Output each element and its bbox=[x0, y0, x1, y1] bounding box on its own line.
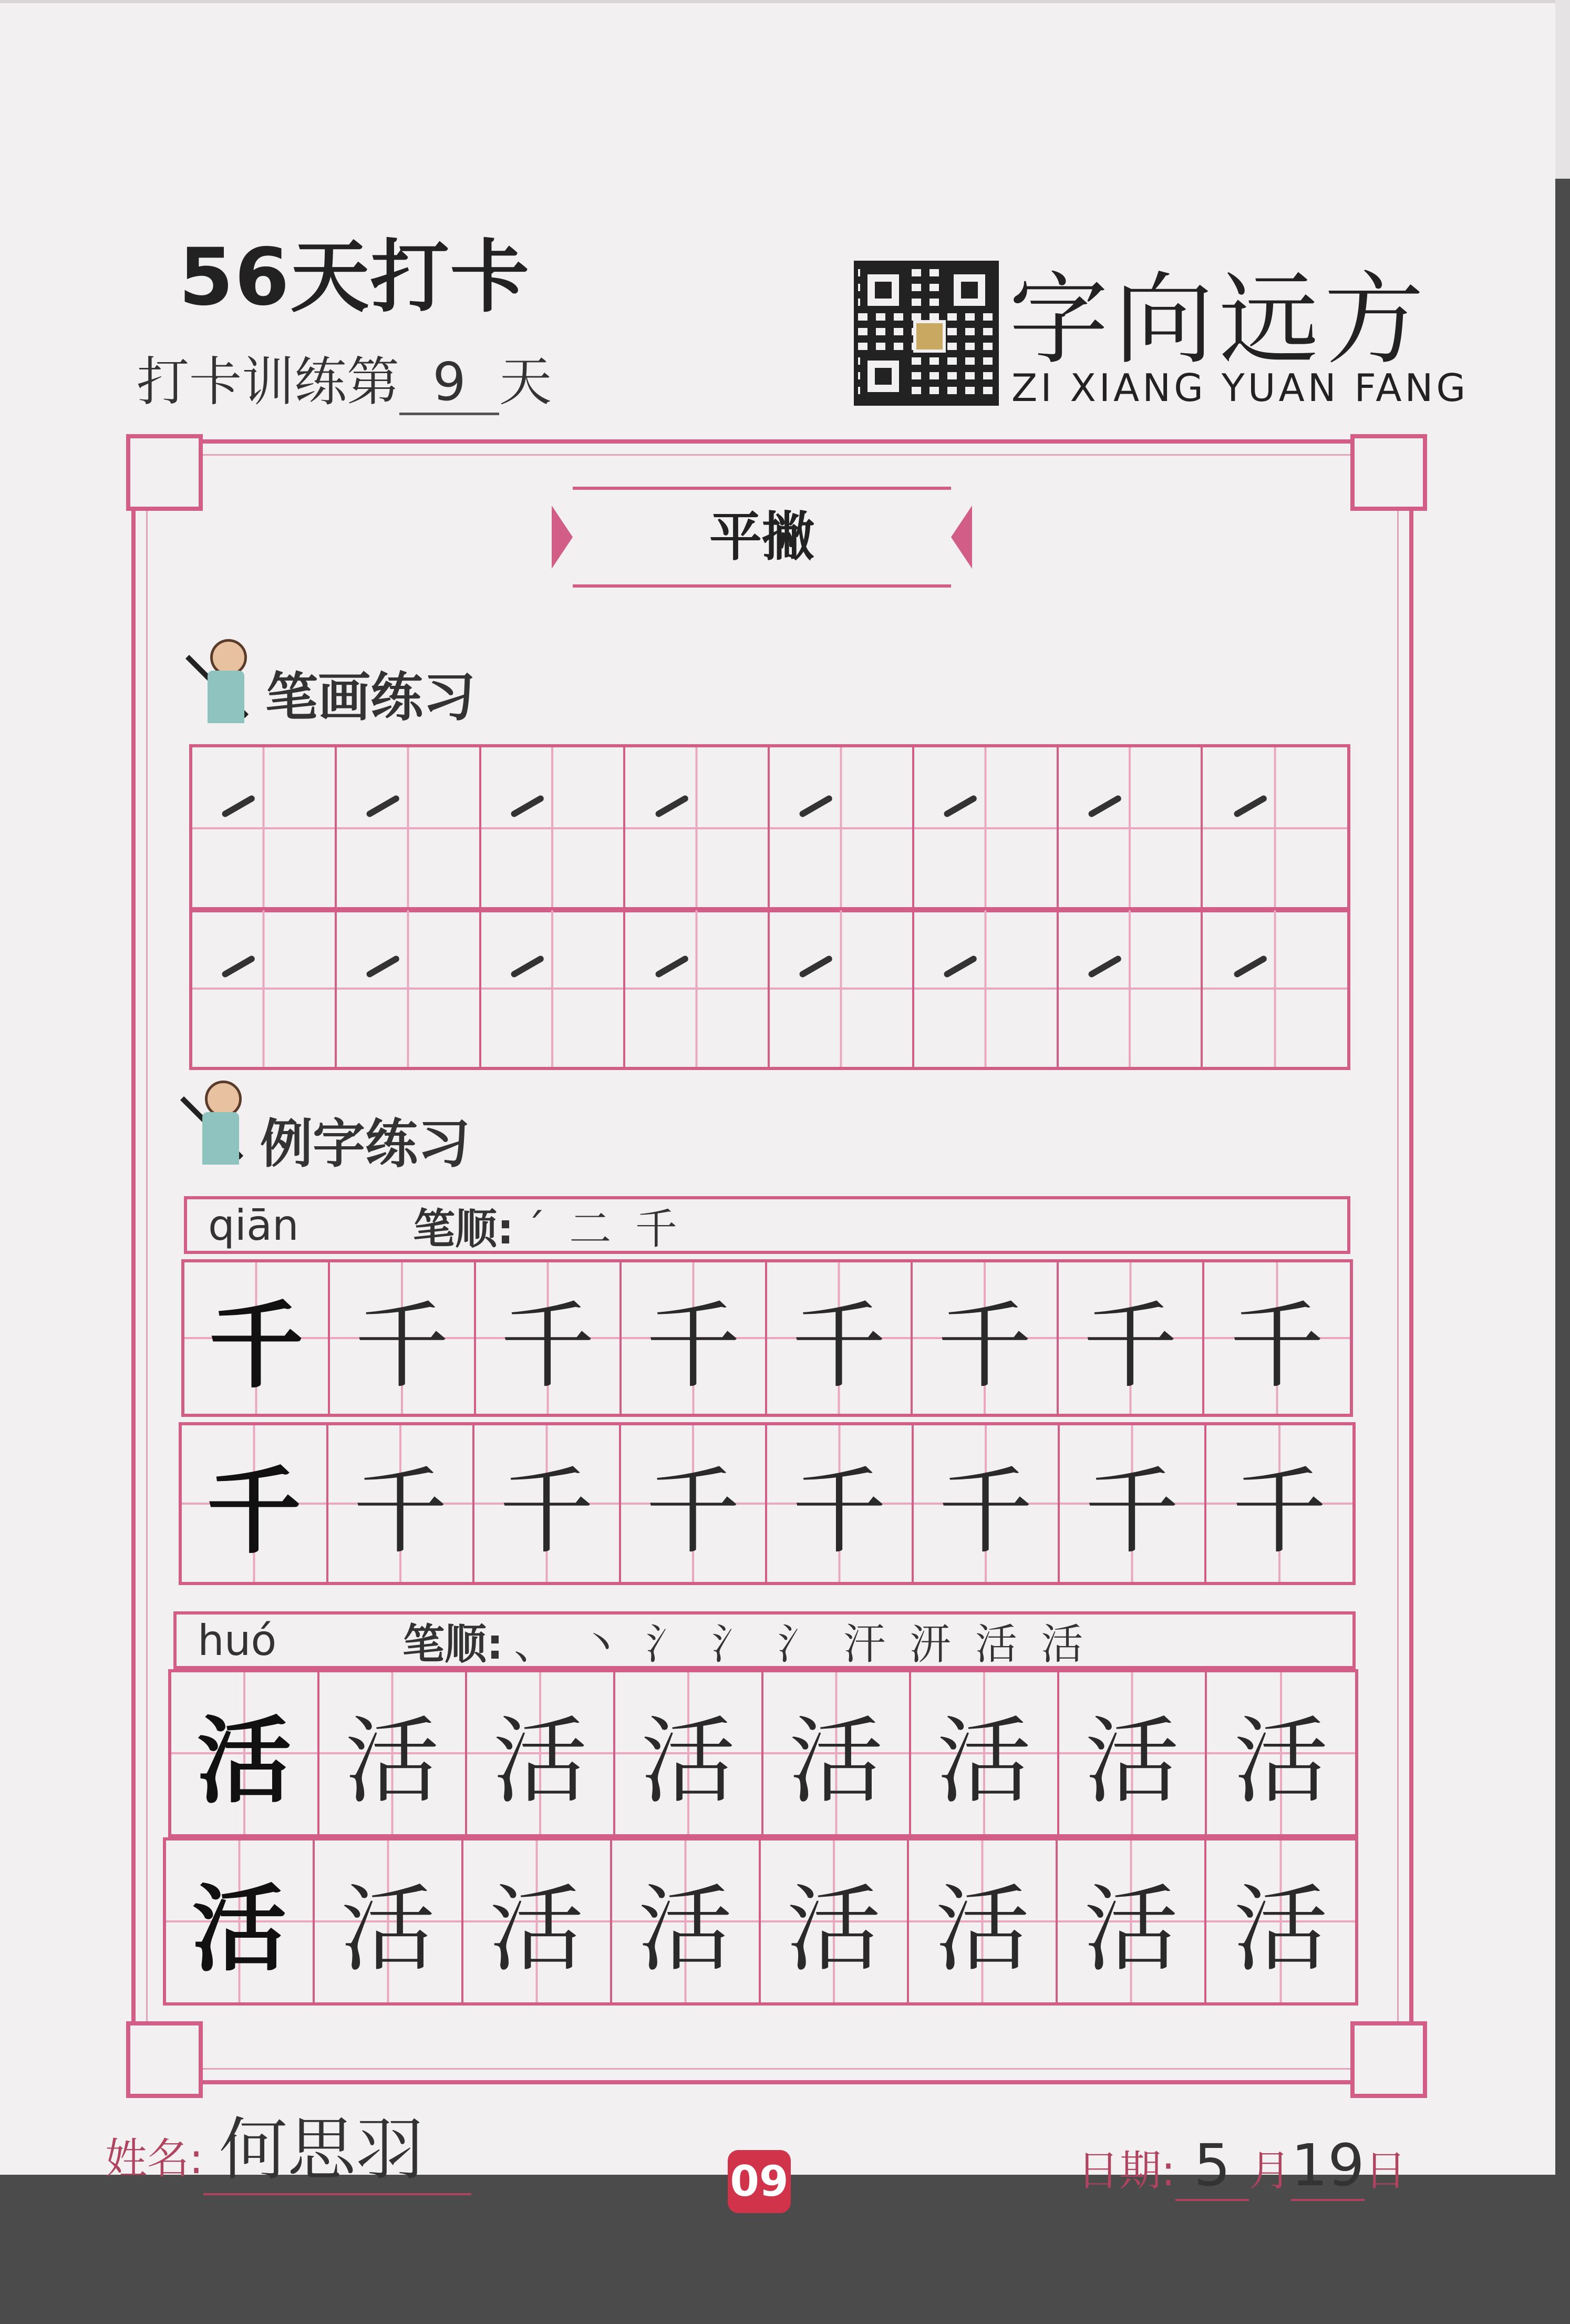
stroke-order-sequence: 、 丶 氵 氵 氵 汗 汧 活 活 bbox=[514, 1619, 1089, 1669]
practice-cell bbox=[481, 747, 626, 909]
practice-cell bbox=[337, 747, 481, 909]
day-suffix: 天 bbox=[499, 351, 552, 413]
month-label: 月 bbox=[1248, 2146, 1291, 2195]
model-character: 活 bbox=[166, 1840, 315, 2002]
lesson-heading: 平撇 bbox=[573, 487, 951, 588]
day-counter bbox=[137, 340, 552, 415]
qr-code-icon bbox=[854, 261, 999, 406]
qr-eye-icon bbox=[860, 353, 906, 399]
practice-cell bbox=[914, 747, 1059, 909]
practice-cell bbox=[770, 747, 914, 909]
character-info-bar bbox=[184, 1196, 1350, 1254]
day-label: 日 bbox=[1364, 2146, 1407, 2195]
practice-character: 活 bbox=[761, 1840, 910, 2002]
practice-character: 千 bbox=[330, 1262, 476, 1414]
practice-cell bbox=[1059, 747, 1203, 909]
practice-cell bbox=[1203, 747, 1347, 909]
qr-logo-icon bbox=[913, 320, 946, 353]
pinyin-label: huó bbox=[198, 1616, 277, 1665]
corner-ornament-icon bbox=[126, 434, 203, 511]
student-avatar-icon bbox=[189, 639, 257, 728]
practice-cell bbox=[337, 910, 481, 1067]
model-character: 千 bbox=[184, 1262, 330, 1414]
practice-character: 千 bbox=[621, 1425, 768, 1582]
page-title: 56天打卡 bbox=[179, 232, 530, 323]
date-field bbox=[1077, 2132, 1407, 2201]
practice-cell bbox=[1203, 910, 1347, 1067]
practice-character: 千 bbox=[476, 1262, 622, 1414]
practice-cell bbox=[192, 747, 337, 909]
practice-character: 千 bbox=[1059, 1262, 1204, 1414]
model-character: 活 bbox=[171, 1672, 319, 1834]
stroke-order-label: 笔顺: bbox=[402, 1619, 503, 1669]
day-prefix: 打卡训练第 bbox=[137, 351, 399, 413]
practice-character: 活 bbox=[1059, 1672, 1207, 1834]
model-character: 千 bbox=[182, 1425, 328, 1582]
practice-character: 千 bbox=[622, 1262, 767, 1414]
pinyin-label: qiān bbox=[208, 1200, 299, 1250]
practice-character: 活 bbox=[911, 1672, 1059, 1834]
practice-character: 活 bbox=[1058, 1840, 1206, 2002]
brand-pinyin: ZI XIANG YUAN FANG bbox=[1011, 366, 1469, 410]
practice-character: 千 bbox=[474, 1425, 621, 1582]
brand-logo: 字向远方 bbox=[1009, 262, 1430, 378]
date-label: 日期: bbox=[1077, 2146, 1175, 2195]
day-number: 9 bbox=[399, 351, 499, 415]
stroke-grid-row bbox=[189, 744, 1350, 912]
stroke-section-title: 笔画练习 bbox=[265, 666, 476, 728]
page-number-badge: 09 bbox=[728, 2150, 791, 2213]
practice-character: 千 bbox=[1060, 1425, 1206, 1582]
practice-cell bbox=[625, 910, 770, 1067]
character-grid-row bbox=[168, 1669, 1358, 1837]
month-value: 5 bbox=[1175, 2132, 1249, 2201]
practice-character: 活 bbox=[463, 1840, 612, 2002]
student-avatar-icon bbox=[184, 1081, 252, 1170]
practice-character: 活 bbox=[315, 1840, 463, 2002]
practice-character: 千 bbox=[328, 1425, 475, 1582]
corner-ornament-icon bbox=[1350, 434, 1427, 511]
corner-ornament-icon bbox=[126, 2021, 203, 2098]
practice-character: 千 bbox=[1204, 1262, 1350, 1414]
practice-cell bbox=[192, 910, 337, 1067]
character-grid-row bbox=[181, 1259, 1353, 1417]
practice-cell bbox=[1059, 910, 1203, 1067]
practice-cell bbox=[481, 910, 626, 1067]
name-label: 姓名: bbox=[105, 2134, 203, 2183]
practice-character: 千 bbox=[913, 1262, 1058, 1414]
practice-character: 活 bbox=[1207, 1672, 1355, 1834]
practice-character: 千 bbox=[767, 1262, 913, 1414]
practice-character: 活 bbox=[612, 1840, 761, 2002]
character-grid-row bbox=[163, 1837, 1358, 2006]
stroke-order-label: 笔顺: bbox=[413, 1204, 514, 1253]
day-value: 19 bbox=[1291, 2132, 1365, 2201]
practice-cell bbox=[770, 910, 914, 1067]
practice-character: 活 bbox=[1206, 1840, 1355, 2002]
practice-character: 活 bbox=[319, 1672, 468, 1834]
corner-ornament-icon bbox=[1350, 2021, 1427, 2098]
practice-character: 千 bbox=[914, 1425, 1060, 1582]
practice-cell bbox=[914, 910, 1059, 1067]
name-field bbox=[105, 2095, 471, 2195]
practice-character: 活 bbox=[467, 1672, 615, 1834]
practice-character: 千 bbox=[767, 1425, 914, 1582]
character-info-bar bbox=[173, 1611, 1356, 1669]
practice-character: 活 bbox=[909, 1840, 1058, 2002]
character-grid-row bbox=[179, 1422, 1356, 1585]
practice-character: 活 bbox=[615, 1672, 763, 1834]
example-section-title: 例字练习 bbox=[260, 1113, 470, 1175]
qr-eye-icon bbox=[946, 267, 993, 313]
practice-character: 活 bbox=[763, 1672, 912, 1834]
practice-cell bbox=[625, 747, 770, 909]
practice-character: 千 bbox=[1206, 1425, 1353, 1582]
stroke-order-sequence: ˊ 二 千 bbox=[524, 1204, 683, 1253]
qr-eye-icon bbox=[860, 267, 906, 313]
stroke-grid-row bbox=[189, 907, 1350, 1070]
name-signature: 何思羽 bbox=[203, 2095, 471, 2195]
